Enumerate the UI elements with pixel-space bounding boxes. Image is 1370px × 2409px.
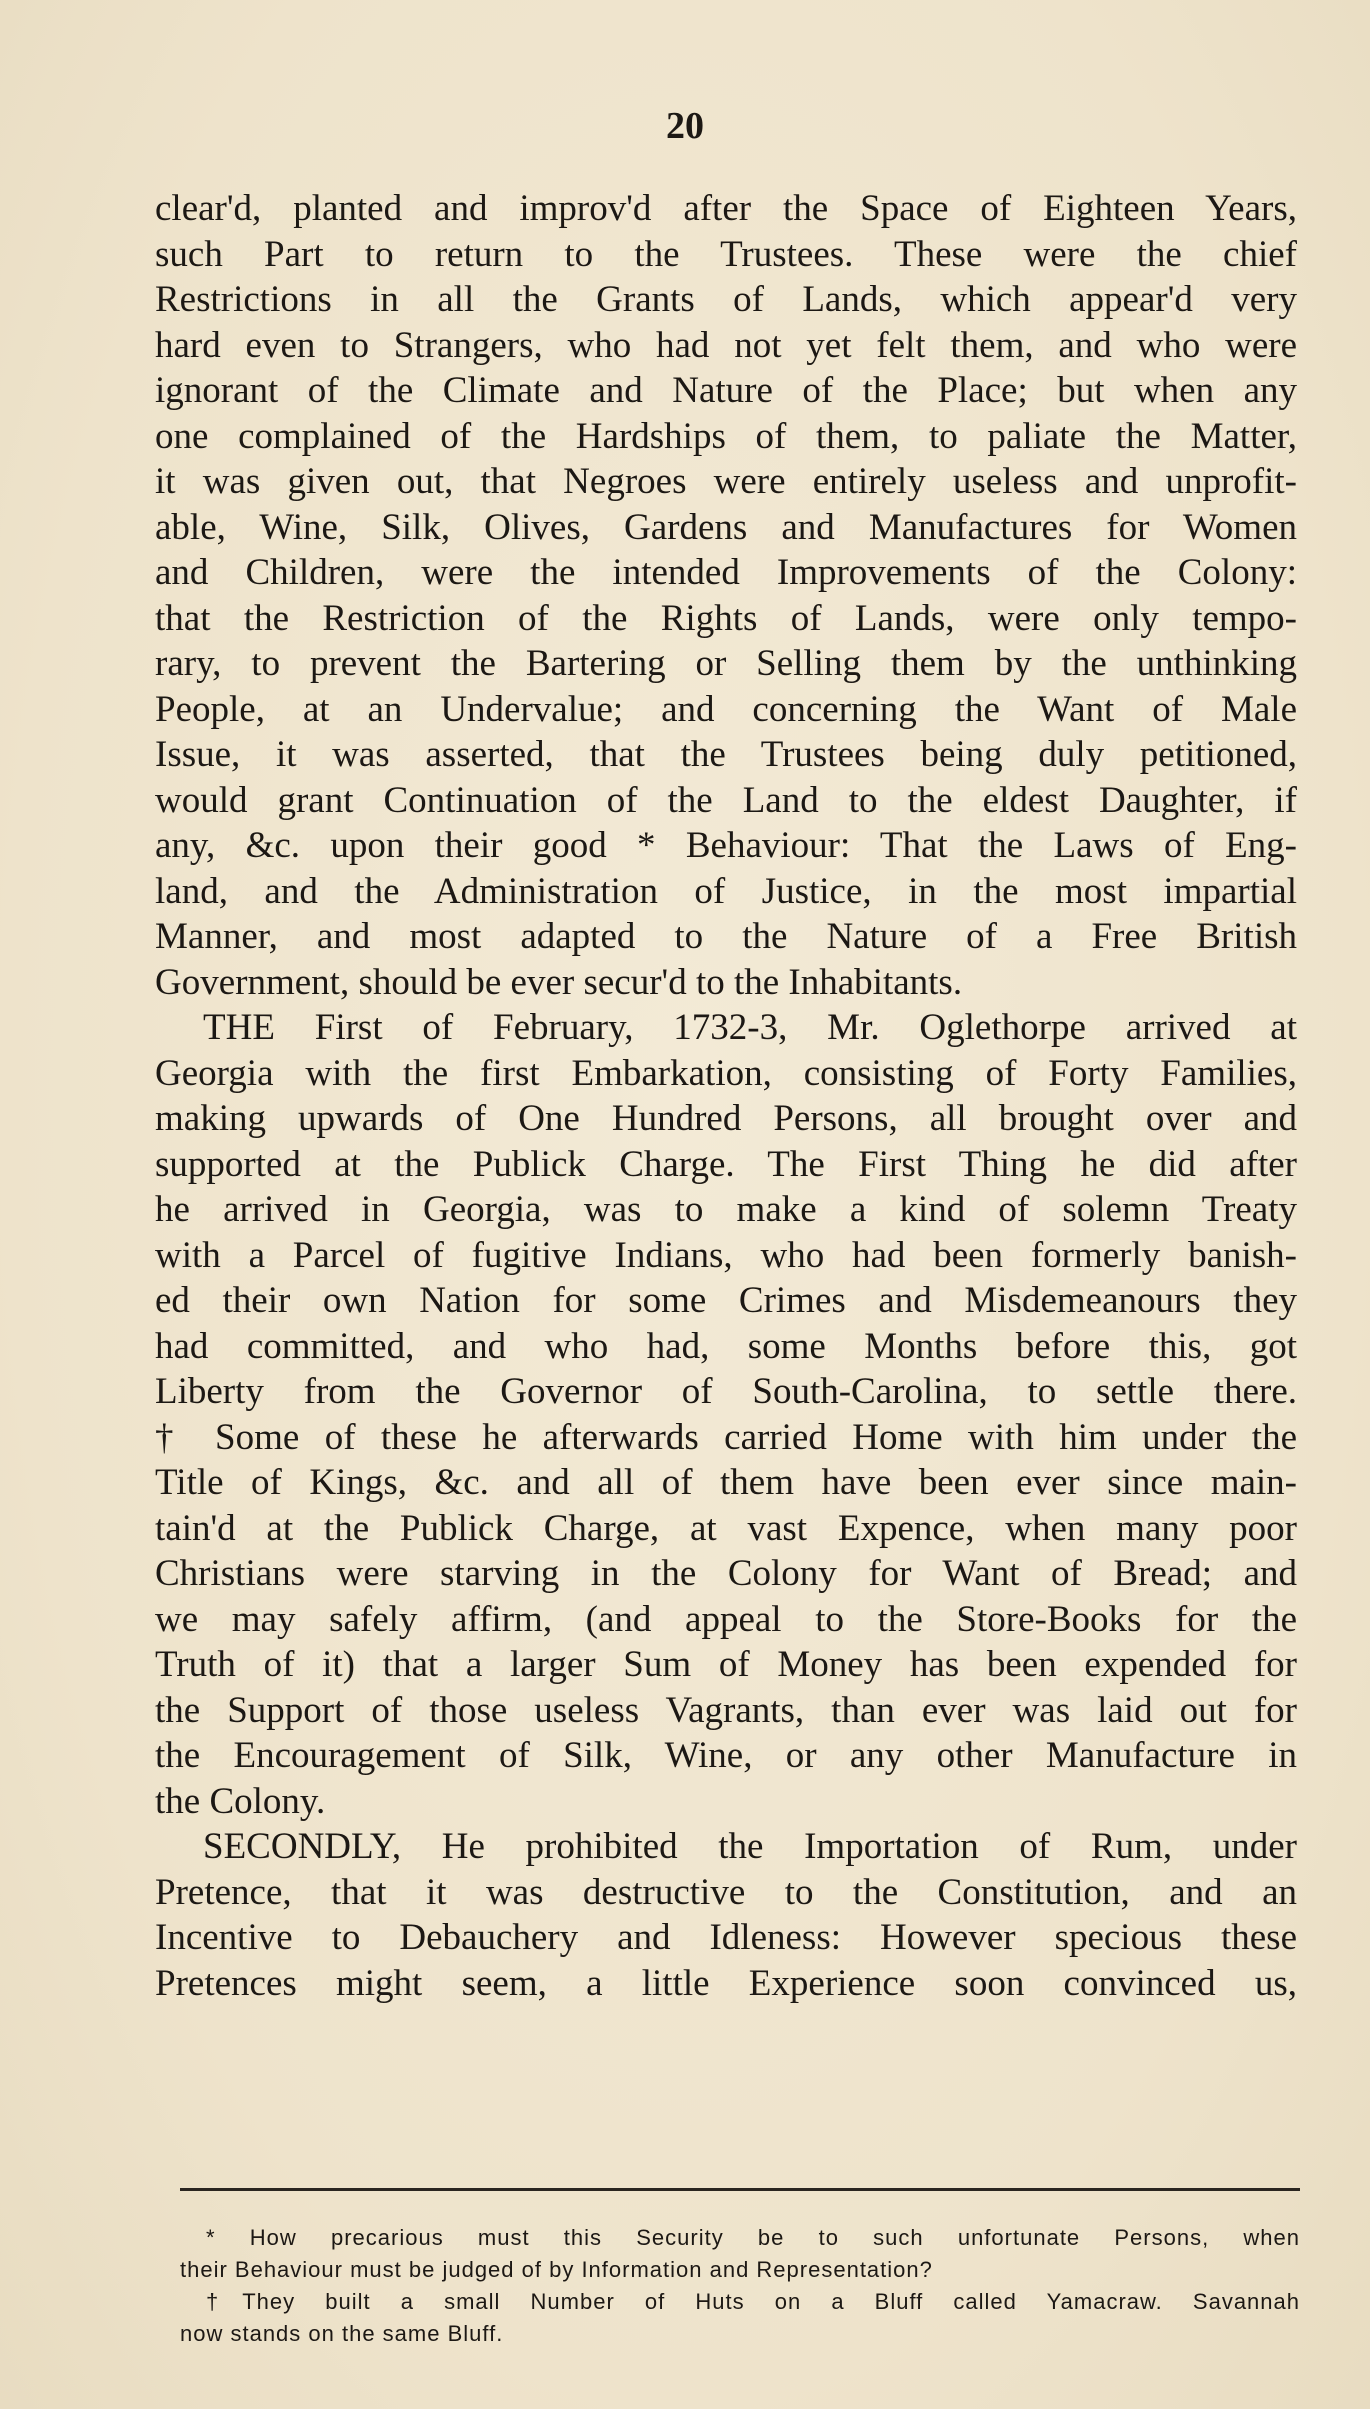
footnote-line: * How precarious must this Security be to such unfortunate Persons, when bbox=[206, 2225, 1300, 2250]
text-line: Manner, and most adapted to the Nature of a Free British bbox=[155, 916, 1297, 957]
text-line: Restrictions in all the Grants of Lands, which appear'd very bbox=[155, 279, 1297, 320]
text-line: would grant Continuation of the Land to the eldest Daughter, if bbox=[155, 779, 1297, 821]
text-line: Issue, it was asserted, that the Trustees being duly petitioned, bbox=[155, 734, 1297, 775]
text-line: tain'd at the Publick Charge, at vast Expence, when many poor bbox=[155, 1507, 1297, 1549]
text-line: that the Restriction of the Rights of Lands, were only tempo- bbox=[155, 597, 1297, 639]
text-line: Liberty from the Governor of South-Carolina, to settle there. bbox=[155, 1371, 1297, 1412]
text-line: rary, to prevent the Bartering or Selling them by the unthinking bbox=[155, 643, 1297, 684]
text-line: Government, should be ever secur'd to the Inhabitants. bbox=[155, 961, 963, 1003]
text-line: Christians were starving in the Colony for Want of Bread; and bbox=[155, 1553, 1297, 1594]
text-line: ed their own Nation for some Crimes and Misdemeanours they bbox=[155, 1280, 1297, 1321]
footnote-divider bbox=[180, 2188, 1300, 2191]
text-line: Truth of it) that a larger Sum of Money has been expended for bbox=[155, 1644, 1297, 1685]
footnote-line: now stands on the same Bluff. bbox=[180, 2321, 504, 2346]
text-line: and Children, were the intended Improvements of the Colony: bbox=[155, 552, 1297, 593]
text-line: supported at the Publick Charge. The First Thing he did after bbox=[155, 1143, 1297, 1185]
text-line: Georgia with the first Embarkation, consisting of Forty Families, bbox=[155, 1052, 1297, 1094]
text-line: hard even to Strangers, who had not yet felt them, and who were bbox=[155, 324, 1297, 366]
text-line: such Part to return to the Trustees. These were the chief bbox=[155, 233, 1297, 275]
footnotes bbox=[180, 2222, 1300, 2350]
text-line: Incentive to Debauchery and Idleness: However specious these bbox=[155, 1917, 1297, 1958]
text-line: Title of Kings, &c. and all of them have been ever since main- bbox=[155, 1462, 1297, 1503]
body-text bbox=[155, 186, 1297, 2006]
page-number: 20 bbox=[666, 105, 704, 147]
text-line: any, &c. upon their good * Behaviour: That the Laws of Eng- bbox=[155, 825, 1297, 866]
text-line: making upwards of One Hundred Persons, all brought over and bbox=[155, 1098, 1297, 1139]
text-line: People, at an Undervalue; and concerning the Want of Male bbox=[155, 688, 1297, 730]
text-line: it was given out, that Negroes were entirely useless and unprofit- bbox=[155, 461, 1297, 502]
paragraph-start-line: THE First of February, 1732-3, Mr. Oglethorpe arrived at bbox=[203, 1007, 1297, 1048]
text-line: † Some of these he afterwards carried Home with him under the bbox=[155, 1416, 1297, 1458]
text-line: land, and the Administration of Justice, in the most impartial bbox=[155, 870, 1297, 912]
text-line: the Encouragement of Silk, Wine, or any other Manufacture in bbox=[155, 1735, 1297, 1776]
paragraph-start-line: SECONDLY, He prohibited the Importation of Rum, under bbox=[203, 1826, 1297, 1867]
footnote-line: their Behaviour must be judged of by Information and Representation? bbox=[180, 2257, 933, 2282]
text-line: he arrived in Georgia, was to make a kind of solemn Treaty bbox=[155, 1189, 1297, 1230]
text-line: ignorant of the Climate and Nature of the Place; but when any bbox=[155, 370, 1297, 411]
text-line: we may safely affirm, (and appeal to the Store-Books for the bbox=[155, 1598, 1297, 1640]
text-line: Pretences might seem, a little Experience soon convinced us, bbox=[155, 1962, 1297, 2004]
text-line: had committed, and who had, some Months before this, got bbox=[155, 1325, 1297, 1367]
text-line: Pretence, that it was destructive to the Constitution, and an bbox=[155, 1871, 1297, 1913]
footnote-line: †They built a small Number of Huts on a Bluff called Yamacraw. Savannah bbox=[206, 2289, 1300, 2314]
text-line: the Support of those useless Vagrants, than ever was laid out for bbox=[155, 1689, 1297, 1731]
text-line: able, Wine, Silk, Olives, Gardens and Manufactures for Women bbox=[155, 506, 1297, 548]
text-line: with a Parcel of fugitive Indians, who had been formerly banish- bbox=[155, 1234, 1297, 1276]
text-line: clear'd, planted and improv'd after the Space of Eighteen Years, bbox=[155, 188, 1297, 229]
text-line: one complained of the Hardships of them, to paliate the Matter, bbox=[155, 415, 1297, 457]
text-line: the Colony. bbox=[155, 1780, 326, 1822]
